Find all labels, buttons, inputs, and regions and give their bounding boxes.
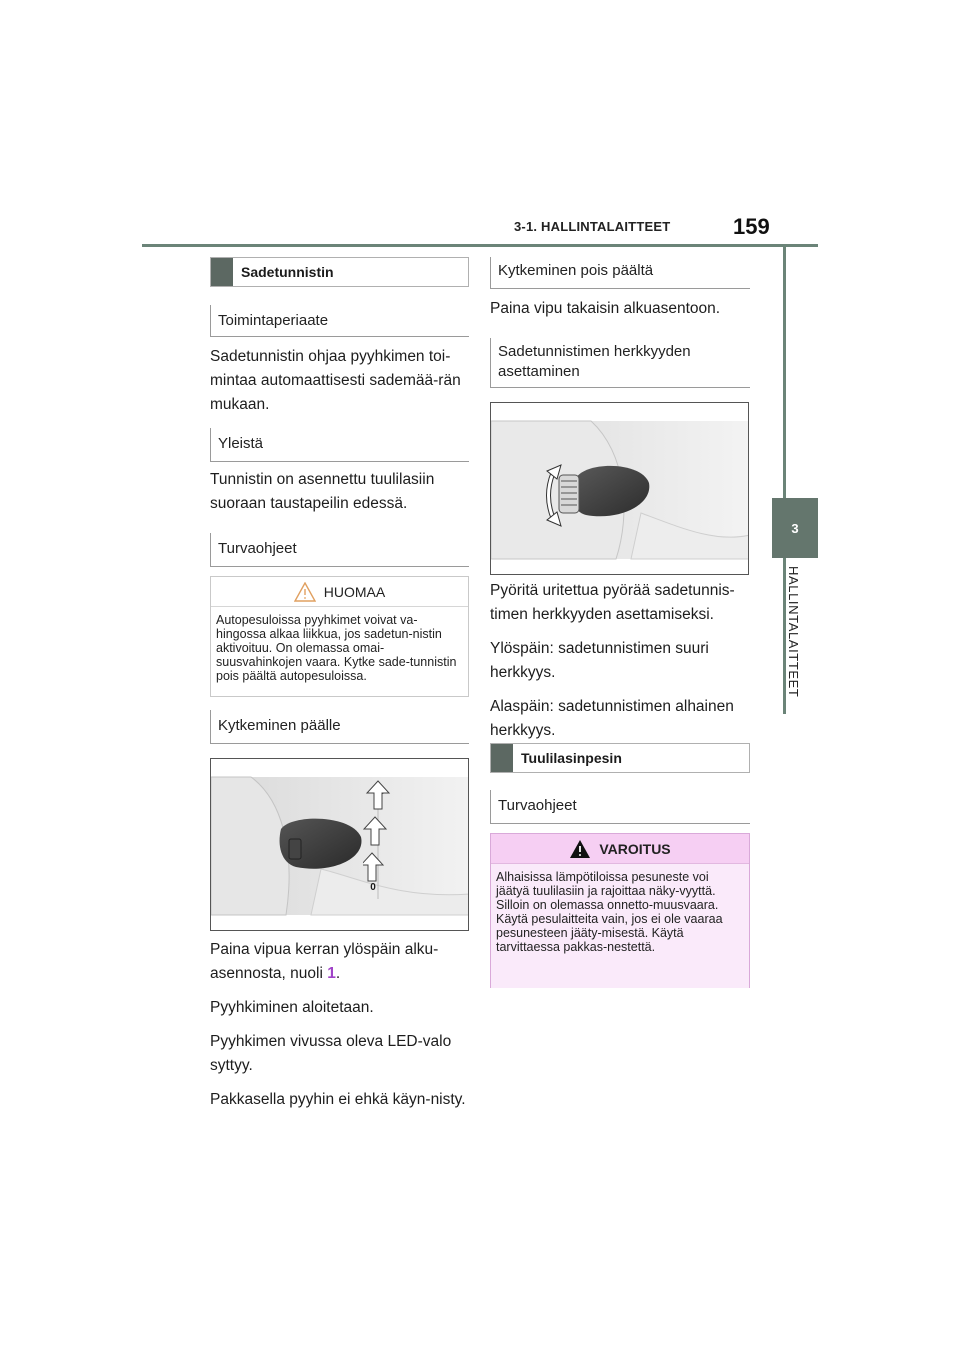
paragraph-switch-on [210,938,472,1112]
text-general: Tunnistin on asennettu tuulilasiin suoraan taustapeilin edessä. [210,471,435,512]
subheading-principle: Toimintaperiaate [210,305,469,337]
header-rule [142,244,818,247]
arrow-reference-1: 1 [327,965,336,982]
notice-title: HUOMAA [323,583,386,600]
text-sens-3: Alaspäin: sadetunnistimen alhainen herkkyys. [490,698,734,739]
notice-box [210,576,469,697]
text-on-1 [210,938,472,986]
lever-illustration [211,759,469,931]
subheading-safety: Turvaohjeet [490,790,750,824]
text-on-1b: . [335,965,341,982]
paragraph-sensitivity [490,579,752,743]
warning-body: Alhaisissa lämpötiloissa pesuneste voi jäätyä tuulilasiin ja rajoittaa näky-vyyttä. Silloin on olemassa onnetto-muusvaara. Käytä pesulaitteita vain, jos ei ole vaaraa pesunesteen jääty-misestä. Käytä tarvittaessa pakkas-nestettä. [491,864,749,988]
paragraph-switch-off [490,297,752,321]
text-principle: Sadetunnistin ohjaa pyyhkimen toi-mintaa automaattisesti sademää-rän mukaan. [210,348,461,413]
figure-wiper-lever-up [210,758,469,931]
subheading-general: Yleistä [210,428,469,462]
notice-header [211,577,468,607]
chapter-number: 3 [791,520,799,536]
wheel-illustration [491,403,749,575]
page-number: 159 [733,214,770,239]
warning-title: VAROITUS [599,840,671,857]
text-on-1a: Paina vipua kerran ylöspäin alku-asennosta, nuoli [210,941,439,982]
chapter-tab [772,498,818,558]
warning-header [491,834,749,864]
arrow-label-0: 0 [370,882,376,893]
heading-marker [211,258,233,286]
subheading-safety: Turvaohjeet [210,533,469,567]
subheading-switch-on: Kytkeminen päälle [210,710,469,744]
heading-rain-sensor [210,257,469,287]
text-on-2: Pyyhkiminen aloitetaan. [210,999,374,1016]
heading-text: Tuulilasinpesin [521,750,622,766]
text-sens-2: Ylöspäin: sadetunnistimen suuri herkkyys. [490,640,709,681]
text-sens-1: Pyöritä uritettua pyörää sadetunnis-timen herkkyyden asettamiseksi. [490,582,735,623]
text-off: Paina vipu takaisin alkuasentoon. [490,300,721,317]
subheading-switch-off: Kytkeminen pois päältä [490,257,750,289]
caution-icon [294,582,316,602]
heading-washer [490,743,750,773]
figure-sensitivity-wheel [490,402,749,575]
text-on-3: Pyyhkimen vivussa oleva LED-valo syttyy. [210,1033,452,1074]
chapter-label: HALLINTALAITTEET [786,566,801,698]
heading-marker [491,744,513,772]
text-on-4: Pakkasella pyyhin ei ehkä käyn-nisty. [210,1091,466,1108]
section-title: 3-1. HALLINTALAITTEET [514,219,671,234]
paragraph-general [210,468,470,526]
warning-icon [569,839,591,859]
notice-body: Autopesuloissa pyyhkimet voivat va-hingossa alkaa liikkua, jos sadetun-nistin aktivoituu. On olemassa omai-suusvahinkojen vaara. Kytke sade-tunnistin pois päältä autopesuloissa. [216,613,457,683]
up-arrows-icon [363,779,393,904]
paragraph-principle [210,345,470,427]
heading-text: Sadetunnistin [241,264,334,280]
warning-box [490,833,750,988]
subheading-sensitivity: Sadetunnistimen herkkyyden asettaminen [490,338,750,388]
